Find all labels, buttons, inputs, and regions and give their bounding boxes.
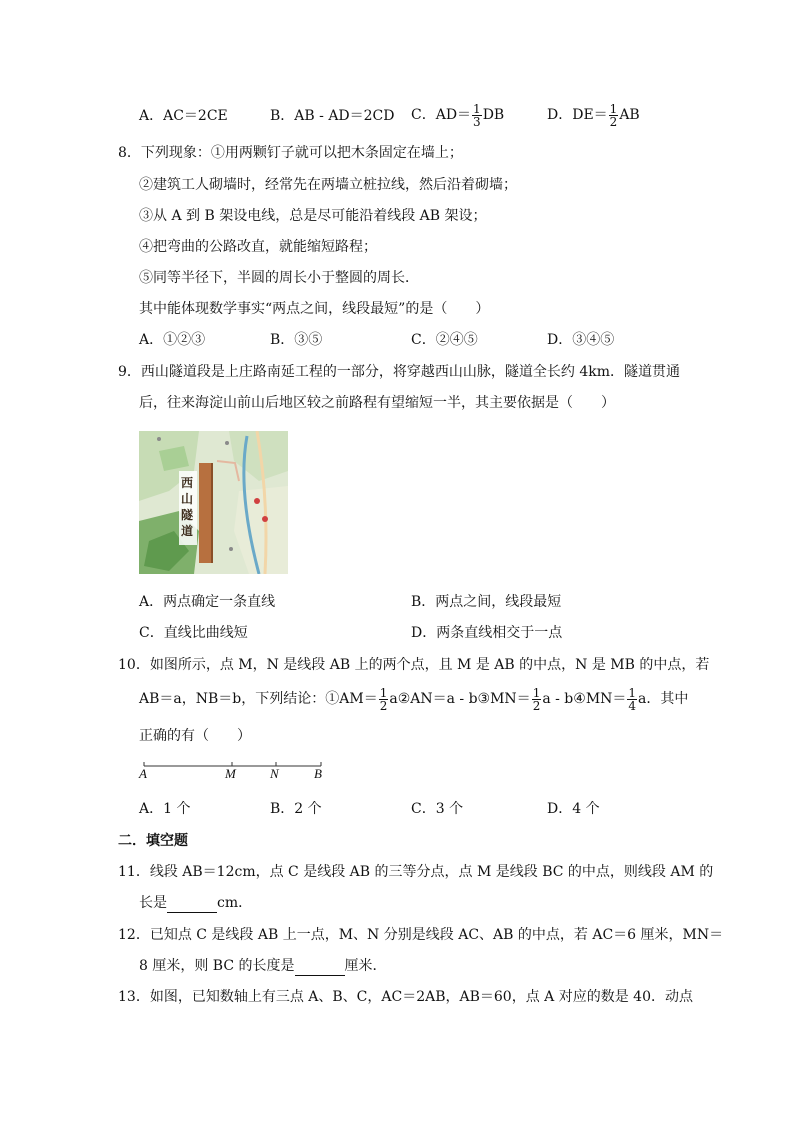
- q8-item-2: ②建筑工人砌墙时，经常先在两墙立桩拉线，然后沿着砌墙；: [139, 177, 517, 193]
- fraction-denominator: 4: [628, 698, 637, 713]
- q8-item-4: ④把弯曲的公路改直，就能缩短路程；: [139, 239, 377, 255]
- q12-answer-blank[interactable]: [295, 961, 345, 976]
- tunnel-map-image: [139, 431, 288, 574]
- q7-option-d-prefix: D．DE＝: [547, 107, 608, 123]
- fraction-numerator: 1: [609, 101, 618, 116]
- fraction-numerator: 1: [628, 685, 637, 700]
- q10-fraction-2: [532, 687, 542, 712]
- tunnel-map-graphic: [139, 431, 288, 574]
- q9-line-2: 后，往来海淀山前山后地区较之前路程有望缩短一半，其主要依据是（ ）: [139, 395, 615, 411]
- q9-option-b: B．两点之间，线段最短: [411, 594, 562, 610]
- fraction-denominator: 2: [379, 698, 388, 713]
- q10-line-2: [139, 684, 688, 714]
- segment-diagram: [139, 758, 329, 782]
- q10-option-a: A．1 个: [139, 801, 191, 817]
- point-label-n: N: [270, 766, 279, 781]
- fraction-denominator: 2: [532, 698, 541, 713]
- q10-line-2-part-a: AB＝a，NB＝b，下列结论：①AM＝: [139, 691, 378, 707]
- q7-option-c-suffix: DB: [482, 107, 505, 123]
- q10-option-c: C．3 个: [411, 801, 464, 817]
- q8-option-c: C．②④⑤: [411, 332, 478, 348]
- q7-option-a: A．AC＝2CE: [139, 108, 228, 124]
- q11-line-1: 11．线段 AB＝12cm，点 C 是线段 AB 的三等分点，点 M 是线段 BC 的中点，则线段 AM 的: [118, 864, 714, 880]
- q7-option-d-suffix: AB: [619, 107, 640, 123]
- q9-option-c: C．直线比曲线短: [139, 625, 248, 641]
- q8-option-b: B．③⑤: [270, 332, 323, 348]
- q11-line-2-prefix: 长是: [139, 895, 167, 911]
- q10-line-3: 正确的有（ ）: [139, 728, 251, 744]
- q7-option-c-fraction: [472, 103, 482, 128]
- q7-option-c-prefix: C．AD＝: [411, 107, 472, 123]
- fraction-numerator: 1: [532, 685, 541, 700]
- q12-line-2: [139, 956, 387, 976]
- q9-option-a: A．两点确定一条直线: [139, 594, 276, 610]
- q10-fraction-1: [379, 687, 389, 712]
- q7-option-d: [547, 100, 640, 130]
- q8-item-3: ③从 A 到 B 架设电线，总是尽可能沿着线段 AB 架设；: [139, 208, 487, 224]
- q7-option-b: B．AB - AD＝2CD: [270, 108, 395, 124]
- q7-option-d-fraction: [609, 103, 619, 128]
- q8-item-5: ⑤同等半径下，半圆的周长小于整圆的周长．: [139, 270, 419, 286]
- q12-line-1: 12．已知点 C 是线段 AB 上一点，M、N 分别是线段 AC、AB 的中点，若 AC＝6 厘米，MN＝: [118, 927, 724, 943]
- q8-stem: 8．下列现象：①用两颗钉子就可以把木条固定在墙上；: [118, 145, 463, 161]
- fraction-denominator: 3: [473, 114, 481, 129]
- q11-line-2: [139, 893, 252, 913]
- point-label-a: A: [139, 766, 147, 781]
- q12-line-2-prefix: 8 厘米，则 BC 的长度是: [139, 958, 295, 974]
- q8-question: 其中能体现数学事实“两点之间，线段最短”的是（ ）: [139, 301, 490, 317]
- fraction-numerator: 1: [379, 685, 388, 700]
- q10-option-d: D．4 个: [547, 801, 600, 817]
- point-label-b: B: [314, 766, 322, 781]
- q10-option-b: B．2 个: [270, 801, 322, 817]
- q8-option-a: A．①②③: [139, 332, 206, 348]
- q11-answer-blank[interactable]: [167, 898, 217, 913]
- q8-option-d: D．③④⑤: [547, 332, 615, 348]
- q13-line-1: 13．如图，已知数轴上有三点 A、B、C，AC＝2AB，AB＝60，点 A 对应的数是 40．动点: [118, 989, 693, 1005]
- q12-line-2-suffix: 厘米．: [344, 958, 387, 974]
- q11-line-2-suffix: cm．: [217, 895, 253, 911]
- q9-option-d: D．两条直线相交于一点: [411, 625, 563, 641]
- fraction-denominator: 2: [609, 114, 618, 129]
- tunnel-map-label: 西山隧道: [181, 476, 194, 538]
- point-label-m: M: [225, 766, 236, 781]
- q10-line-1: 10．如图所示，点 M，N 是线段 AB 上的两个点，且 M 是 AB 的中点，N 是 MB 的中点，若: [118, 657, 710, 673]
- q10-line-2-part-b: a②AN＝a - b③MN＝: [389, 691, 531, 707]
- q10-line-2-part-c: a - b④MN＝: [542, 691, 627, 707]
- section-heading: 二．填空题: [118, 833, 188, 849]
- q10-fraction-3: [627, 687, 637, 712]
- q7-option-c: [411, 100, 504, 130]
- q10-line-2-part-d: a．其中: [638, 691, 689, 707]
- q9-line-1: 9．西山隧道段是上庄路南延工程的一部分，将穿越西山山脉，隧道全长约 4km．隧道贯通: [118, 364, 681, 380]
- fraction-numerator: 1: [473, 101, 481, 116]
